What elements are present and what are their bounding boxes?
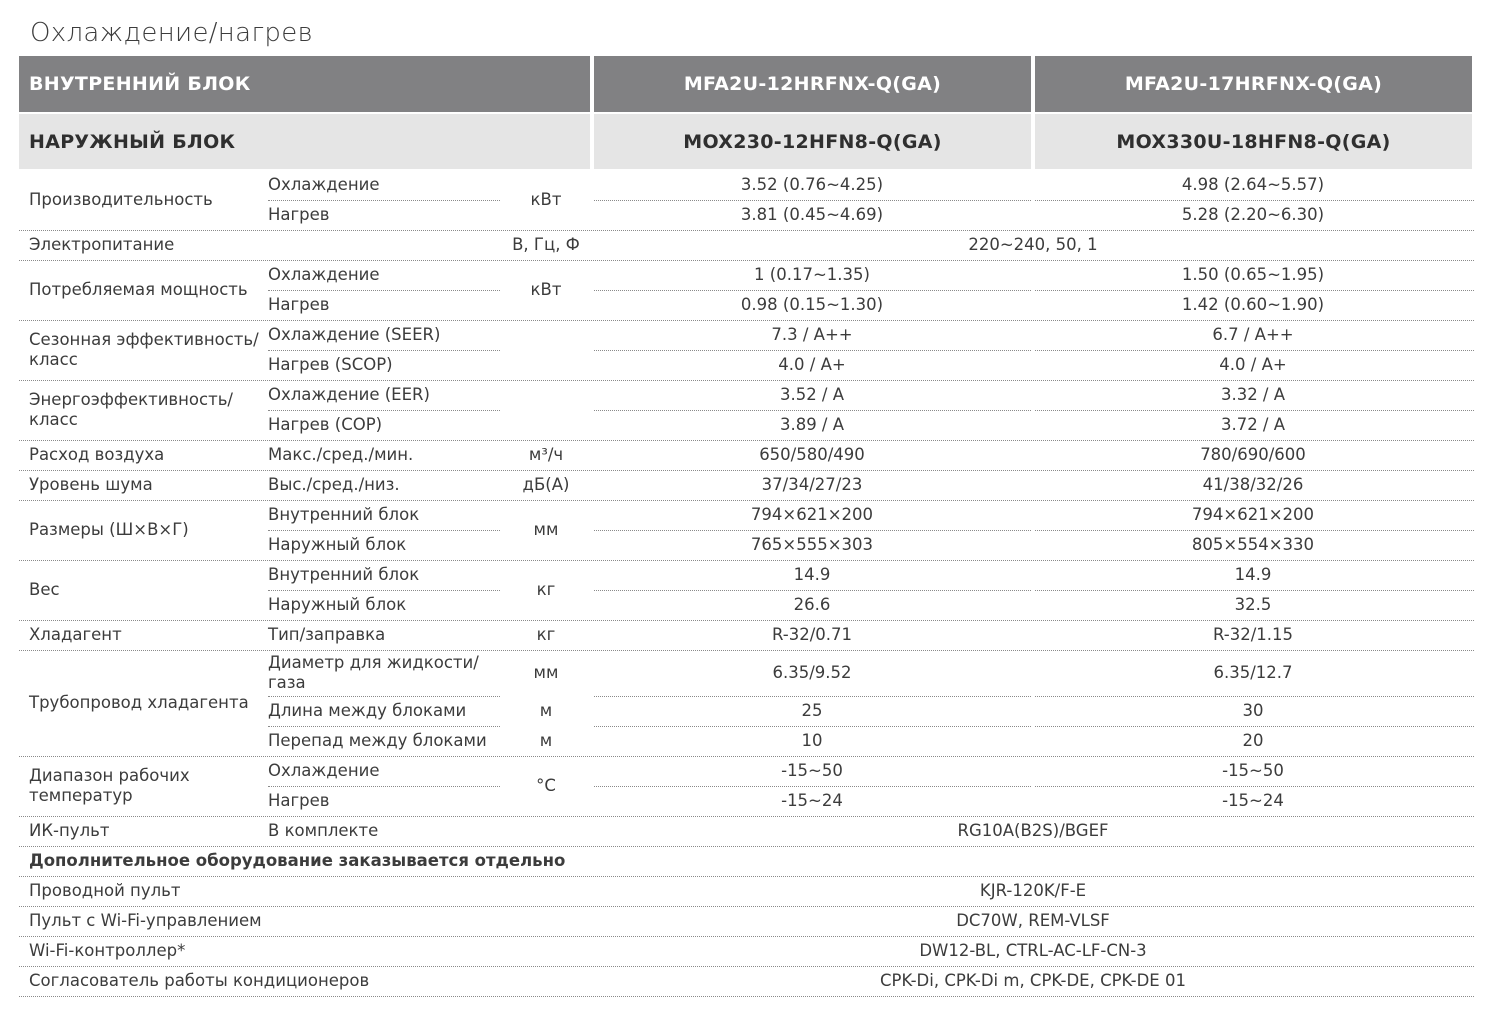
model-2-value: 1.50 (0.65~1.95) — [1181, 265, 1325, 284]
sub-label: Нагрев (SCOP) — [268, 355, 393, 374]
model-1-value: -15~50 — [781, 761, 843, 780]
unit-label: дБ(А) — [522, 475, 570, 494]
model-1-value: R-32/0.71 — [771, 625, 853, 644]
unit-label — [486, 320, 606, 380]
merged-value: DW12-BL, CTRL-AC-LF-CN-3 — [919, 941, 1147, 960]
model-1-value: 765×555×303 — [750, 535, 874, 554]
sub-label: Нагрев — [268, 295, 330, 314]
unit-label — [486, 380, 606, 440]
outdoor-unit-header — [19, 114, 590, 169]
merged-value: DC70W, REM-VLSF — [956, 911, 1110, 930]
sub-label: Внутренний блок — [268, 505, 420, 524]
param-label: Wi-Fi-контроллер* — [29, 941, 186, 960]
param-label: Пульт с Wi-Fi-управлением — [29, 911, 262, 930]
sub-label: Охлаждение (SEER) — [268, 325, 441, 344]
model-2-value: 805×554×330 — [1191, 535, 1315, 554]
param-label: Проводной пульт — [29, 881, 181, 900]
unit-label: мм — [533, 520, 559, 539]
row-divider — [19, 996, 1474, 997]
model-2-indoor: MFA2U-17HRFNX-Q(GA) — [1124, 73, 1383, 95]
sub-label: Наружный блок — [268, 535, 407, 554]
indoor-unit-header — [19, 56, 590, 112]
model-1-value: 3.81 (0.45~4.69) — [740, 205, 884, 224]
model-2-value: -15~24 — [1222, 791, 1284, 810]
model-2-value: 3.32 / A — [1220, 385, 1286, 404]
model-2-value: 794×621×200 — [1191, 505, 1315, 524]
sub-label: Диаметр для жидкости/ газа — [268, 653, 479, 692]
model-2-outdoor-header — [1035, 114, 1472, 169]
model-1-value: 25 — [801, 701, 823, 720]
model-2-value: 6.7 / A++ — [1212, 325, 1294, 344]
merged-value: KJR-120K/F-E — [979, 881, 1087, 900]
model-1-value: 3.89 / A — [779, 415, 845, 434]
unit-label: м — [539, 701, 553, 720]
model-1-outdoor-header — [594, 114, 1031, 169]
model-2-indoor-header — [1035, 56, 1472, 112]
model-1-outdoor: MOX230-12HFN8-Q(GA) — [683, 130, 942, 153]
sub-label: Длина между блоками — [268, 701, 467, 720]
model-1-value: -15~24 — [781, 791, 843, 810]
model-1-indoor-header — [594, 56, 1031, 112]
param-label: Сезонная эффективность/класс — [29, 330, 259, 369]
sub-label: Нагрев — [268, 205, 330, 224]
model-2-value: 30 — [1242, 701, 1264, 720]
model-1-value: 37/34/27/23 — [761, 475, 863, 494]
model-1-value: 3.52 / A — [779, 385, 845, 404]
unit-label: кг — [536, 625, 556, 644]
model-1-value: 4.0 / A+ — [778, 355, 846, 374]
sub-label: Нагрев (COP) — [268, 415, 383, 434]
model-2-value: 6.35/12.7 — [1213, 663, 1293, 682]
model-1-value: 0.98 (0.15~1.30) — [740, 295, 884, 314]
sub-label: Охлаждение — [268, 761, 380, 780]
model-2-value: -15~50 — [1222, 761, 1284, 780]
unit-label: м³/ч — [528, 445, 564, 464]
model-2-value: R-32/1.15 — [1212, 625, 1294, 644]
merged-value: 220~240, 50, 1 — [968, 235, 1098, 254]
model-2-value: 32.5 — [1234, 595, 1272, 614]
model-2-value: 3.72 / A — [1220, 415, 1286, 434]
model-2-value: 1.42 (0.60~1.90) — [1181, 295, 1325, 314]
model-1-value: 1 (0.17~1.35) — [754, 265, 870, 284]
unit-label: °C — [536, 776, 556, 795]
unit-label: мм — [533, 663, 559, 682]
sub-label: В комплекте — [268, 821, 379, 840]
sub-label: Тип/заправка — [268, 625, 386, 644]
sub-label: Нагрев — [268, 791, 330, 810]
param-label: Диапазон рабочих температур — [29, 766, 190, 805]
param-label: Трубопровод хладагента — [29, 693, 249, 712]
param-label: Потребляемая мощность — [29, 280, 248, 299]
model-1-value: 6.35/9.52 — [772, 663, 852, 682]
sub-label: Наружный блок — [268, 595, 407, 614]
unit-label: кВт — [530, 280, 562, 299]
param-label: Уровень шума — [29, 475, 153, 494]
param-label: Производительность — [29, 190, 213, 209]
model-2-value: 41/38/32/26 — [1202, 475, 1304, 494]
unit-label: кВт — [530, 190, 562, 209]
page-title: Охлаждение/нагрев — [30, 18, 314, 48]
param-label: ИК-пульт — [29, 821, 110, 840]
model-1-value: 26.6 — [793, 595, 831, 614]
model-1-value: 10 — [801, 731, 823, 750]
section-heading: Дополнительное оборудование заказывается отдельно — [29, 851, 566, 870]
model-2-value: 5.28 (2.20~6.30) — [1181, 205, 1325, 224]
sub-label: Охлаждение — [268, 265, 380, 284]
param-label: Размеры (Ш×В×Г) — [29, 520, 189, 539]
model-2-value: 4.98 (2.64~5.57) — [1181, 175, 1325, 194]
indoor-unit-label: ВНУТРЕННИЙ БЛОК — [29, 73, 251, 95]
model-2-value: 20 — [1242, 731, 1264, 750]
sub-label: Перепад между блоками — [268, 731, 487, 750]
model-2-value: 780/690/600 — [1200, 445, 1306, 464]
model-2-outdoor: MOX330U-18HFN8-Q(GA) — [1116, 130, 1391, 153]
sub-label: Охлаждение — [268, 175, 380, 194]
unit-label: В, Гц, Ф — [512, 235, 580, 254]
model-1-indoor: MFA2U-12HRFNX-Q(GA) — [683, 73, 942, 95]
sub-label: Макс./сред./мин. — [268, 445, 414, 464]
model-2-value: 4.0 / A+ — [1219, 355, 1287, 374]
merged-value: CPK-Di, CPK-Di m, CPK-DE, CPK-DE 01 — [880, 971, 1186, 990]
param-label: Расход воздуха — [29, 445, 165, 464]
param-label: Вес — [29, 580, 60, 599]
sub-label: Выс./сред./низ. — [268, 475, 400, 494]
model-1-value: 14.9 — [793, 565, 831, 584]
sub-label: Охлаждение (EER) — [268, 385, 430, 404]
model-1-value: 7.3 / A++ — [771, 325, 853, 344]
merged-value: RG10A(B2S)/BGEF — [957, 821, 1109, 840]
param-label: Энергоэффективность/ класс — [29, 390, 233, 429]
model-1-value: 650/580/490 — [759, 445, 865, 464]
unit-label: м — [539, 731, 553, 750]
sub-label: Внутренний блок — [268, 565, 420, 584]
param-label: Хладагент — [29, 625, 122, 644]
model-1-value: 794×621×200 — [750, 505, 874, 524]
param-label: Согласователь работы кондиционеров — [29, 971, 370, 990]
model-1-value: 3.52 (0.76~4.25) — [740, 175, 884, 194]
param-label: Электропитание — [29, 235, 175, 254]
unit-label: кг — [536, 580, 556, 599]
outdoor-unit-label: НАРУЖНЫЙ БЛОК — [29, 130, 236, 153]
model-2-value: 14.9 — [1234, 565, 1272, 584]
